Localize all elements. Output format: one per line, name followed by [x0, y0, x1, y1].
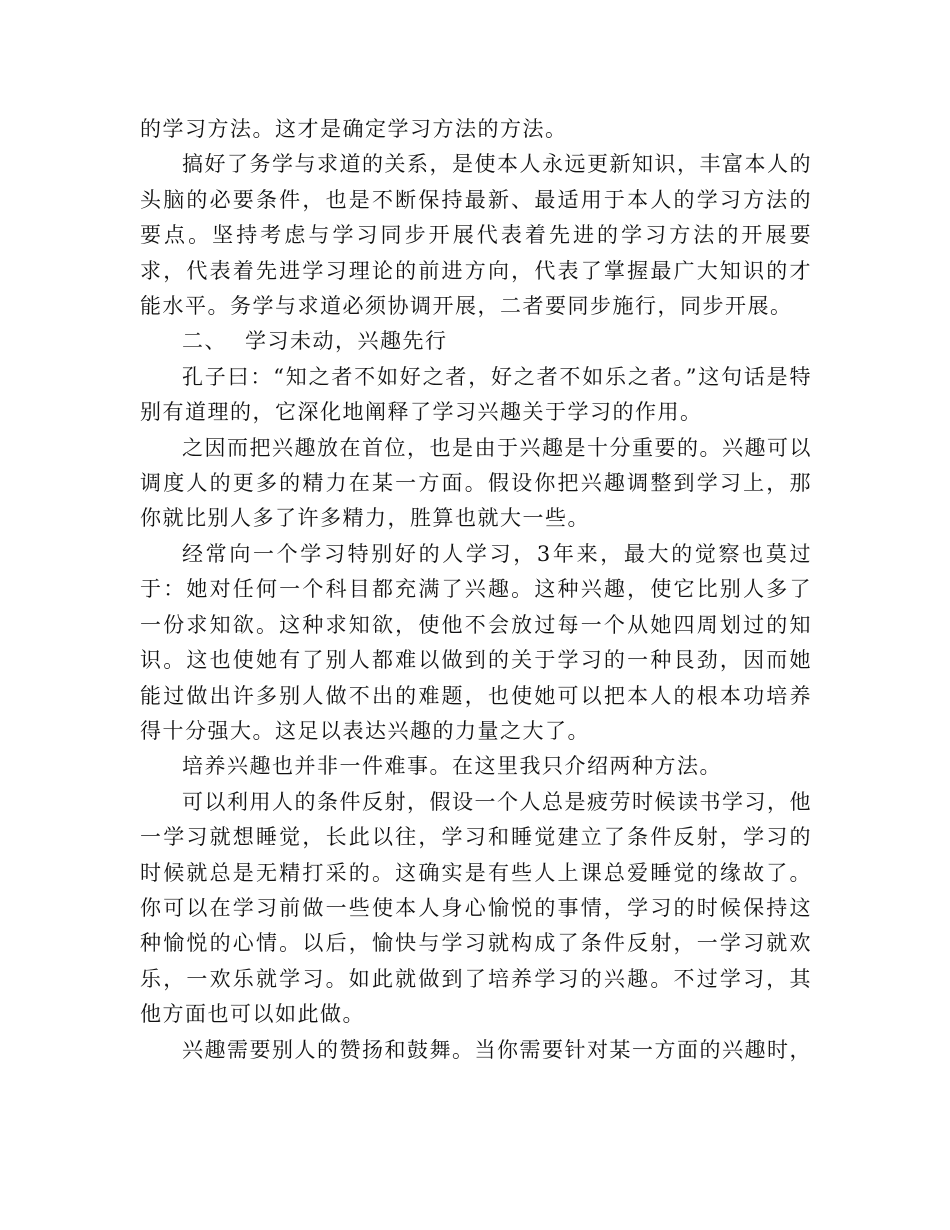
section-number: 二、 — [182, 329, 227, 354]
paragraph-confucius-quote: 孔子曰：“知之者不如好之者，好之者不如乐之者。”这句话是特别有道理的，它深化地阐释了学习兴趣关于学习的作用。 — [140, 364, 812, 425]
paragraph-study-relation: 搞好了务学与求道的关系，是使本人永远更新知识，丰富本人的头脑的必要条件，也是不断保持最新、最适用于本人的学习方法的要点。坚持考虑与学习同步开展代表着先进的学习方法的开展要求，代表着先进学习理论的前进方向，代表了掌握最广大知识的才能水平。务学与求道必须协调开展，二者要同步施行，同步开展。 — [140, 152, 812, 319]
paragraph-two-methods: 培养兴趣也并非一件难事。在这里我只介绍两种方法。 — [182, 754, 722, 779]
paragraph-good-student: 经常向一个学习特别好的人学习，3年来，最大的觉察也莫过于：她对任何一个科目都充满了兴趣。这种兴趣，使它比别人多了一份求知欲。这种求知欲，使他不会放过每一个从她四周划过的知识。这也使她有了别人都难以做到的关于学习的一种艮劲，因而她能过做出许多别人做不出的难题，也使她可以把本人的根本功培养得十分强大。这足以表达兴趣的力量之大了。 — [140, 541, 812, 743]
section-heading — [140, 324, 812, 359]
paragraph-continuation: 的学习方法。这才是确定学习方法的方法。 — [140, 117, 568, 141]
paragraph-conditioned-reflex: 可以利用人的条件反射，假设一个人总是疲劳时候读书学习，他一学习就想睡觉，长此以往，学习和睡觉建立了条件反射，学习的时候就总是无精打采的。这确实是有些人上课总爱睡觉的缘故了。你可以在学习前做一些使本人身心愉悦的事情，学习的时候保持这种愉悦的心情。以后，愉快与学习就构成了条件反射，一学习就欢乐，一欢乐就学习。如此就做到了培养学习的兴趣。不过学习，其他方面也可以如此做。 — [140, 789, 812, 1027]
section-title: 学习未动，兴趣先行 — [245, 329, 448, 354]
document-body — [140, 112, 812, 1068]
paragraph-interest-first: 之因而把兴趣放在首位，也是由于兴趣是十分重要的。兴趣可以调度人的更多的精力在某一方面。假设你把兴趣调整到学习上，那你就比别人多了许多精力，胜算也就大一些。 — [140, 435, 812, 531]
paragraph-praise-encouragement: 兴趣需要别人的赞扬和鼓舞。当你需要针对某一方面的兴趣时， — [182, 1037, 812, 1062]
